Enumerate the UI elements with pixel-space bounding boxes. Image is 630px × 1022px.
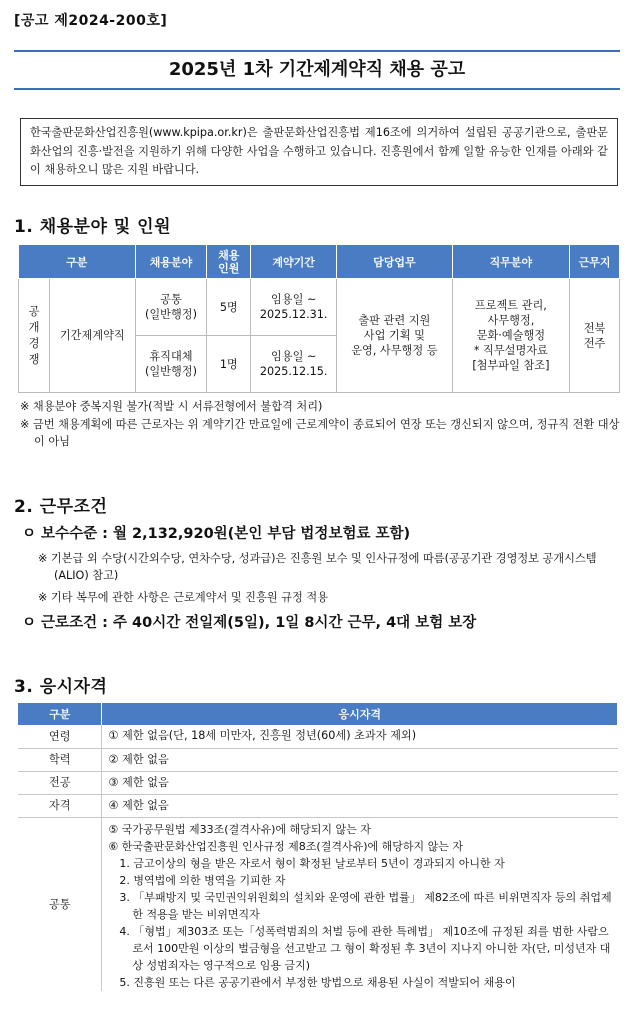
common-line: ⑤ 국가공무원법 제33조(결격사유)에 해당되지 않는 자 — [108, 822, 371, 836]
field-cell: 공통 (일반행정) — [135, 279, 207, 336]
hours-line: ㅇ 근로조건 : 주 40시간 전일제(5일), 1일 8시간 근무, 4대 보험 보장 — [22, 615, 477, 631]
common-sub: 2. 병역법에 의한 병역을 기피한 자 — [119, 873, 286, 887]
location-cell: 전북 전주 — [570, 279, 620, 393]
pay-note: ※ 기타 복무에 관한 사항은 근로계약서 및 진흥원 규정 적용 — [38, 591, 328, 604]
notice-number: [공고 제2024-200호] — [14, 13, 168, 29]
row-value: ① 제한 없음(단, 18세 미만자, 진흥원 정년(60세) 초과자 제외) — [102, 725, 618, 748]
field-cell: 휴직대체 (일반행정) — [135, 336, 207, 393]
pay-note: ※ 기본급 외 수당(시간외수당, 연차수당, 성과급)은 진흥원 보수 및 인사규정에 따름(공공기관 경영정보 공개시스템(ALIO) 참고) — [38, 552, 597, 582]
common-line: ⑥ 한국출판문화산업진흥원 인사규정 제8조(결격사유)에 해당하지 않는 자 — [108, 839, 463, 853]
note-line: ※ 금번 채용계획에 따른 근로자는 위 계약기간 만료일에 근로계약이 종료되어 연장 또는 갱신되지 않으며, 정규직 전환 대상이 아님 — [20, 418, 620, 448]
header-category: 구분 — [19, 245, 136, 279]
row-value: ② 제한 없음 — [102, 748, 618, 771]
intro-box: 한국출판문화산업진흥원(www.kpipa.or.kr)은 출판문화산업진흥법 제16조에 의거하여 설립된 공공기관으로, 출판문화산업의 진흥·발전을 지원하기 위해 다양한 사업을 수행하고 있습니다. 진흥원에서 함께 일할 유능한 인재를 아래와 같이 채용하오니 많은 지원 바랍니다. — [20, 118, 618, 186]
type-cell: 기간제계약직 — [49, 279, 135, 393]
common-sub: 1. 금고이상의 형을 받은 자로서 형이 확정된 날로부터 5년이 경과되지 아니한 자 — [119, 856, 505, 870]
section2-heading: 2. 근무조건 — [14, 497, 108, 517]
row-value: ④ 제한 없음 — [102, 794, 618, 817]
row-label: 연령 — [18, 725, 102, 748]
common-sub: 4. 「형법」제303조 또는「성폭력범죄의 처벌 등에 관한 특례법」 제10조에 규정된 죄를 범한 사람으로서 100만원 이상의 벌금형을 선고받고 그 형이 확정된 후 3년이 지나지 아니한 자(단, 미성년자 대상 성범죄자는 영구적으로 임용 금지) — [119, 924, 611, 972]
note-line: ※ 채용분야 중복지원 불가(적발 시 서류전형에서 불합격 처리) — [20, 400, 323, 413]
row-value: ③ 제한 없음 — [102, 771, 618, 794]
header-location: 근무지 — [570, 245, 620, 279]
header-category: 구분 — [18, 703, 102, 725]
period-cell: 임용일 ~ 2025.12.31. — [251, 279, 337, 336]
qualification-table — [18, 703, 618, 991]
count-cell: 5명 — [207, 279, 251, 336]
common-sub: 5. 진흥원 또는 다른 공공기관에서 부정한 방법으로 채용된 사실이 적발되어 채용이 — [119, 975, 516, 989]
row-label: 학력 — [18, 748, 102, 771]
recruitment-table — [18, 244, 620, 393]
section1-heading: 1. 채용분야 및 인원 — [14, 217, 171, 237]
count-cell: 1명 — [207, 336, 251, 393]
duty-cell: 출판 관련 지원 사업 기획 및 운영, 사무행정 등 — [337, 279, 453, 393]
header-qualification: 응시자격 — [102, 703, 618, 725]
common-cell — [102, 817, 618, 991]
page-title: 2025년 1차 기간제계약직 채용 공고 — [14, 50, 620, 90]
header-job-area: 직무분야 — [452, 245, 570, 279]
period-cell: 임용일 ~ 2025.12.15. — [251, 336, 337, 393]
header-count: 채용 인원 — [207, 245, 251, 279]
section3-heading: 3. 응시자격 — [14, 677, 108, 697]
method-cell: 공개경쟁 — [19, 279, 50, 393]
common-sub: 3. 「부패방지 및 국민권익위원회의 설치와 운영에 관한 법률」 제82조에 따른 비위면직자 등의 취업제한 적용을 받는 비위면직자 — [119, 890, 612, 921]
header-field: 채용분야 — [135, 245, 207, 279]
row-label: 전공 — [18, 771, 102, 794]
row-label: 공통 — [18, 817, 102, 991]
row-label: 자격 — [18, 794, 102, 817]
job-area-cell: 프로젝트 관리, 사무행정, 문화·예술행정 * 직무설명자료 [첨부파일 참조] — [452, 279, 570, 393]
header-period: 계약기간 — [251, 245, 337, 279]
pay-line: ㅇ 보수수준 : 월 2,132,920원(본인 부담 법정보험료 포함) — [22, 526, 411, 542]
header-duty: 담당업무 — [337, 245, 453, 279]
